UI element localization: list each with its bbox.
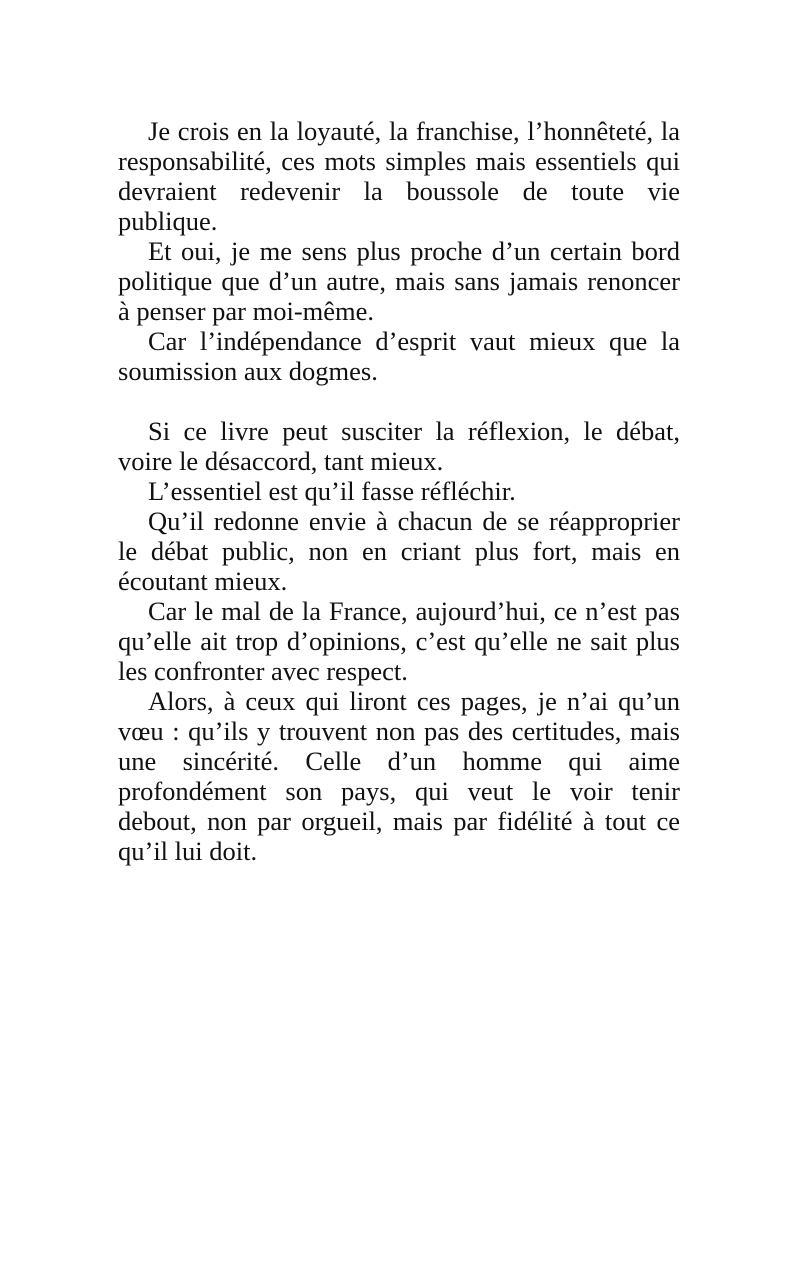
- paragraph: L’essentiel est qu’il fasse réfléchir.: [148, 476, 516, 506]
- paragraph-spacer: [118, 386, 680, 416]
- paragraph: Et oui, je me sens plus proche d’un certain bord politique que d’un autre, mais sans jamais renoncer à penser par moi-même.: [118, 236, 680, 326]
- paragraph: Car l’indépendance d’esprit vaut mieux que la soumission aux dogmes.: [118, 326, 680, 386]
- page-body: [118, 116, 680, 866]
- paragraph: Si ce livre peut susciter la réflexion, le débat, voire le désaccord, tant mieux.: [118, 416, 680, 476]
- paragraph: Qu’il redonne envie à chacun de se réapproprier le débat public, non en criant plus fort, mais en écoutant mieux.: [118, 506, 680, 596]
- paragraph: Alors, à ceux qui liront ces pages, je n’ai qu’un vœu : qu’ils y trouvent non pas des certitudes, mais une sincérité. Celle d’un homme qui aime profondément son pays, qui veut le voir tenir debout, non par orgueil, mais par fidélité à tout ce qu’il lui doit.: [118, 686, 680, 866]
- paragraph: Car le mal de la France, aujourd’hui, ce n’est pas qu’elle ait trop d’opinions, c’est qu’elle ne sait plus les confronter avec respect.: [118, 596, 680, 686]
- paragraph: Je crois en la loyauté, la franchise, l’honnêteté, la responsabilité, ces mots simples mais essentiels qui devraient redevenir la boussole de toute vie publique.: [118, 116, 680, 236]
